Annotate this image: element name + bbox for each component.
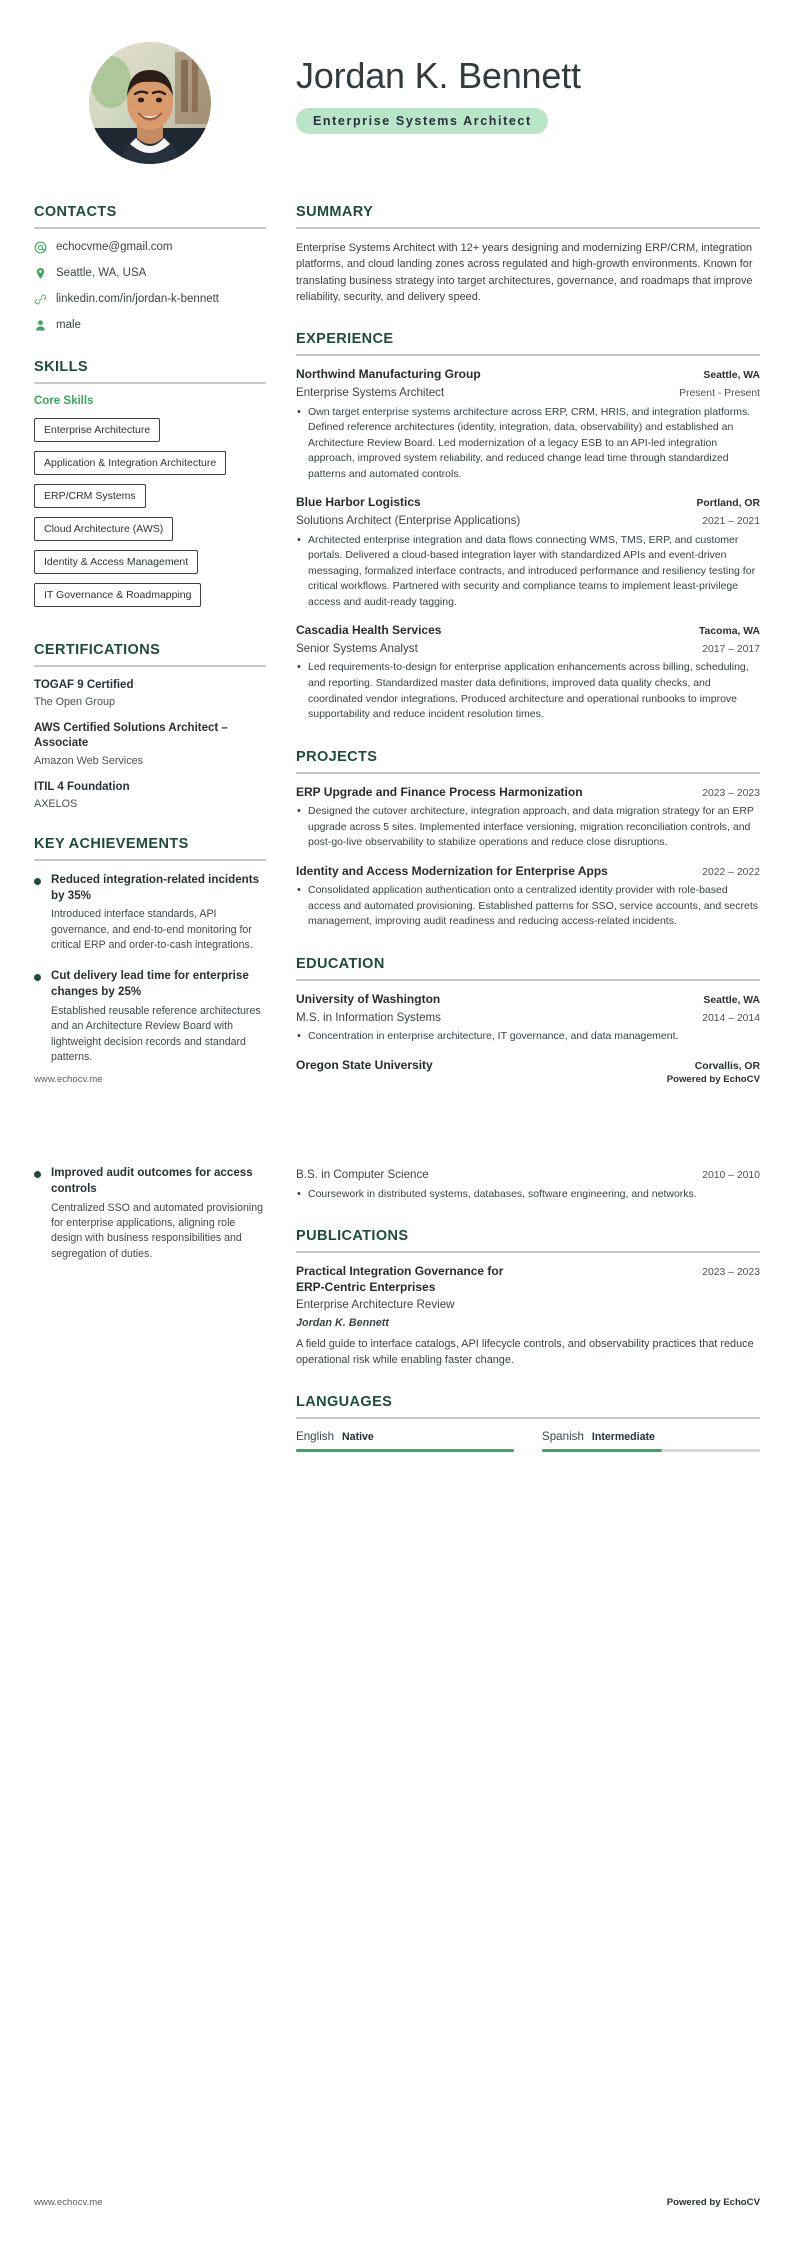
main-content-continued bbox=[286, 1165, 760, 1452]
experience-org: Blue Harbor Logistics bbox=[296, 495, 421, 510]
experience-item bbox=[296, 367, 760, 482]
divider bbox=[296, 979, 760, 981]
page-footer bbox=[34, 2197, 760, 2208]
experience-dates: Present - Present bbox=[679, 388, 760, 400]
language-level: Native bbox=[342, 1431, 374, 1444]
skills-section bbox=[34, 359, 266, 616]
certification-org: AXELOS bbox=[34, 797, 78, 810]
footer-powered-by bbox=[667, 1074, 760, 1085]
divider bbox=[296, 354, 760, 356]
skills-title: SKILLS bbox=[34, 358, 88, 375]
contacts-section bbox=[34, 204, 266, 333]
achievement-description: Centralized SSO and automated provisioning for enterprise applications, aligning role design with business responsibilities and segregation of duties. bbox=[51, 1201, 263, 1260]
skills-subtitle: Core Skills bbox=[34, 394, 94, 407]
achievement-item bbox=[34, 968, 266, 1065]
skill-chip: IT Governance & Roadmapping bbox=[34, 583, 201, 607]
footer-site-url[interactable]: www.echocv.me bbox=[34, 2197, 103, 2208]
education-item bbox=[296, 1058, 760, 1074]
certification-name: ITIL 4 Foundation bbox=[34, 780, 130, 793]
experience-title: EXPERIENCE bbox=[296, 331, 394, 348]
contacts-title: CONTACTS bbox=[34, 204, 117, 220]
education-degree: M.S. in Information Systems bbox=[296, 1010, 441, 1024]
project-dates: 2023 – 2023 bbox=[702, 787, 760, 799]
contact-value: echocvme@gmail.com bbox=[56, 241, 173, 253]
education-section bbox=[296, 956, 760, 1073]
certifications-title: CERTIFICATIONS bbox=[34, 642, 161, 659]
education-org: Oregon State University bbox=[296, 1057, 433, 1072]
projects-title: PROJECTS bbox=[296, 748, 378, 765]
page-footer bbox=[34, 1074, 760, 1085]
list-item: • Own target enterprise systems architecture across ERP, CRM, HRIS, and integration platforms. Defined reference architectures (identity, integration, data, observability) and established an Architecture Review Board. Led modernization of a legacy ESB to an API-led integration approach, improved system reliability, and reduced change lead time through standardized patterns and automated controls. bbox=[296, 405, 760, 483]
contact-value: male bbox=[56, 318, 81, 331]
project-bullets bbox=[296, 883, 760, 930]
language-item bbox=[542, 1430, 760, 1452]
contact-gender bbox=[34, 318, 266, 333]
resume-page-2 bbox=[0, 1123, 794, 2246]
skill-chip: Identity & Access Management bbox=[34, 550, 198, 574]
publication-item bbox=[296, 1264, 760, 1368]
certification-name: TOGAF 9 Certified bbox=[34, 679, 134, 692]
project-item bbox=[296, 864, 760, 930]
achievement-item bbox=[34, 1165, 266, 1262]
contact-value: linkedin.com/in/jordan-k-bennett bbox=[56, 292, 220, 305]
experience-location: Tacoma, WA bbox=[698, 626, 760, 638]
achievement-item bbox=[34, 872, 266, 954]
bullet-dot-icon bbox=[34, 974, 41, 981]
achievement-title: Reduced integration-related incidents by 35% bbox=[51, 872, 260, 902]
experience-org: Northwind Manufacturing Group bbox=[296, 367, 481, 382]
experience-bullets bbox=[296, 660, 760, 722]
language-level: Intermediate bbox=[591, 1431, 655, 1444]
email-icon bbox=[34, 241, 47, 254]
divider bbox=[296, 227, 760, 229]
footer-powered-prefix: Powered by bbox=[666, 2197, 724, 2208]
experience-bullets bbox=[296, 405, 760, 483]
skill-chip: Application & Integration Architecture bbox=[34, 451, 226, 475]
experience-bullets bbox=[296, 533, 760, 611]
skill-chip: Cloud Architecture (AWS) bbox=[34, 517, 173, 541]
sidebar bbox=[34, 182, 286, 1080]
experience-org: Cascadia Health Services bbox=[296, 623, 442, 638]
summary-title: SUMMARY bbox=[296, 204, 374, 220]
bullet-dot-icon bbox=[34, 878, 41, 885]
experience-role: Enterprise Systems Architect bbox=[296, 386, 445, 400]
experience-dates: 2021 – 2021 bbox=[702, 515, 760, 527]
divider bbox=[34, 227, 266, 229]
location-pin-icon bbox=[34, 267, 47, 280]
achievement-description: Introduced interface standards, API governance, and end-to-end monitoring for critical ERP and order-to-cash integrations. bbox=[51, 908, 253, 952]
list-item: • Architected enterprise integration and data flows connecting WMS, TMS, ERP, and customer portals. Delivered a cloud-based integration layer with standardized APIs and event-driven messaging, formalized interface contracts, and introduced performance and resiliency testing for critical workflows. Partnered with security and compliance teams to implement least-privilege access and audit-ready tagging. bbox=[296, 533, 760, 611]
projects-section bbox=[296, 749, 760, 930]
languages-title: LANGUAGES bbox=[296, 1394, 393, 1411]
languages-list bbox=[296, 1430, 760, 1452]
divider bbox=[296, 1251, 760, 1253]
list-item: • Coursework in distributed systems, databases, software engineering, and networks. bbox=[296, 1187, 760, 1203]
education-location: Seattle, WA bbox=[703, 994, 760, 1006]
education-org: University of Washington bbox=[296, 991, 441, 1006]
avatar-wrapper bbox=[34, 42, 286, 164]
languages-section bbox=[296, 1394, 760, 1452]
certification-org: Amazon Web Services bbox=[34, 754, 144, 767]
language-progress-bar bbox=[542, 1449, 760, 1452]
education-degree: B.S. in Computer Science bbox=[296, 1168, 429, 1181]
project-dates: 2022 – 2022 bbox=[702, 866, 760, 878]
project-item bbox=[296, 785, 760, 851]
contact-email[interactable] bbox=[34, 240, 266, 255]
education-bullets bbox=[296, 1029, 760, 1045]
page-title: Jordan K. Bennett bbox=[296, 55, 581, 96]
certification-org: The Open Group bbox=[34, 696, 116, 709]
bullet-dot-icon bbox=[34, 1171, 41, 1178]
experience-role: Senior Systems Analyst bbox=[296, 641, 418, 655]
achievement-description: Established reusable reference architectures and an Architecture Review Board with lightweight decision records and standard patterns. bbox=[51, 1004, 261, 1064]
footer-powered-prefix: Powered by bbox=[666, 1074, 724, 1085]
experience-location: Portland, OR bbox=[696, 498, 760, 510]
project-name: ERP Upgrade and Finance Process Harmonization bbox=[296, 784, 583, 799]
contact-location bbox=[34, 266, 266, 281]
sidebar-continued bbox=[34, 1165, 286, 1277]
publications-title: PUBLICATIONS bbox=[296, 1228, 409, 1245]
education-item bbox=[296, 1165, 760, 1202]
main-content bbox=[286, 182, 760, 1073]
footer-brand: EchoCV bbox=[723, 1074, 760, 1085]
experience-section bbox=[296, 331, 760, 722]
certifications-section bbox=[34, 642, 266, 810]
certification-item bbox=[34, 780, 266, 810]
list-item: • Designed the cutover architecture, integration approach, and data migration strategy for an ERP upgrade across 5 sites. Implemented interface versioning, migration reconciliation controls, and post-go-live observability to stabilize operations and reduce close disruptions. bbox=[296, 804, 760, 851]
footer-powered-by bbox=[667, 2197, 760, 2208]
experience-location: Seattle, WA bbox=[703, 370, 760, 382]
achievement-title: Improved audit outcomes for access controls bbox=[51, 1166, 253, 1195]
summary-section bbox=[296, 204, 760, 305]
publication-author: Jordan K. Bennett bbox=[296, 1317, 389, 1329]
experience-item bbox=[296, 623, 760, 722]
language-name: English bbox=[296, 1430, 335, 1444]
project-bullets bbox=[296, 804, 760, 851]
summary-text: Enterprise Systems Architect with 12+ years designing and modernizing ERP/CRM, integration platforms, and cloud landing zones across regulated and high-growth environments. Known for translating business strategy into target architectures, governance, and roadmaps that improve reliability, security, and delivery speed. bbox=[296, 242, 753, 304]
language-item bbox=[296, 1430, 514, 1452]
education-location: Corvallis, OR bbox=[694, 1060, 760, 1072]
footer-brand: EchoCV bbox=[723, 2197, 760, 2208]
link-icon bbox=[34, 293, 47, 306]
person-icon bbox=[34, 319, 47, 332]
skill-chip: ERP/CRM Systems bbox=[34, 484, 146, 508]
key-achievements-section bbox=[34, 836, 266, 1066]
key-achievements-title: KEY ACHIEVEMENTS bbox=[34, 835, 189, 852]
education-dates: 2014 – 2014 bbox=[702, 1012, 760, 1024]
publications-section bbox=[296, 1228, 760, 1368]
certification-item bbox=[34, 678, 266, 708]
divider bbox=[34, 665, 266, 667]
divider bbox=[296, 772, 760, 774]
list-item: • Concentration in enterprise architecture, IT governance, and data management. bbox=[296, 1029, 760, 1045]
publication-description: A field guide to interface catalogs, API lifecycle controls, and observability practices that reduce operational risk while enabling faster change. bbox=[296, 1337, 754, 1366]
education-title: EDUCATION bbox=[296, 955, 385, 972]
skill-chip: Enterprise Architecture bbox=[34, 418, 160, 442]
certification-name: AWS Certified Solutions Architect – Associate bbox=[34, 722, 228, 750]
certification-item bbox=[34, 721, 266, 766]
publication-name: Practical Integration Governance for ERP-Centric Enterprises bbox=[296, 1264, 504, 1294]
role-badge: Enterprise Systems Architect bbox=[296, 108, 548, 134]
project-name: Identity and Access Modernization for Enterprise Apps bbox=[296, 863, 608, 878]
name-block bbox=[286, 42, 760, 134]
publication-dates: 2023 – 2023 bbox=[702, 1267, 760, 1279]
publication-journal: Enterprise Architecture Review bbox=[296, 1298, 455, 1312]
education-dates: 2010 – 2010 bbox=[702, 1170, 760, 1181]
list-item: • Consolidated application authentication onto a centralized identity provider with role-based access and automated provisioning. Established patterns for SSO, service accounts, and secrets management, improving audit readiness and reducing access-related incidents. bbox=[296, 883, 760, 930]
divider bbox=[34, 859, 266, 861]
language-name: Spanish bbox=[542, 1430, 584, 1444]
footer-site-url[interactable]: www.echocv.me bbox=[34, 1074, 103, 1085]
language-progress-bar bbox=[296, 1449, 514, 1452]
education-bullets bbox=[296, 1187, 760, 1203]
divider bbox=[296, 1417, 760, 1419]
contact-linkedin[interactable] bbox=[34, 292, 266, 307]
skills-list bbox=[34, 418, 266, 616]
contact-value: Seattle, WA, USA bbox=[56, 266, 147, 279]
resume-header bbox=[34, 0, 760, 164]
education-item bbox=[296, 992, 760, 1045]
divider bbox=[34, 382, 266, 384]
experience-dates: 2017 – 2017 bbox=[702, 643, 760, 655]
avatar bbox=[89, 42, 211, 164]
experience-item bbox=[296, 495, 760, 610]
list-item: • Led requirements-to-design for enterprise application enhancements across billing, scheduling, and reporting. Standardized master data definitions, improved data quality checks, and coordinated vendor integrations. Produced architecture and operational runbooks to improve supportability and reduce incident resolution times. bbox=[296, 660, 760, 722]
achievement-title: Cut delivery lead time for enterprise changes by 25% bbox=[51, 969, 249, 999]
experience-role: Solutions Architect (Enterprise Applications) bbox=[296, 513, 521, 527]
education-section-continued bbox=[296, 1165, 760, 1202]
